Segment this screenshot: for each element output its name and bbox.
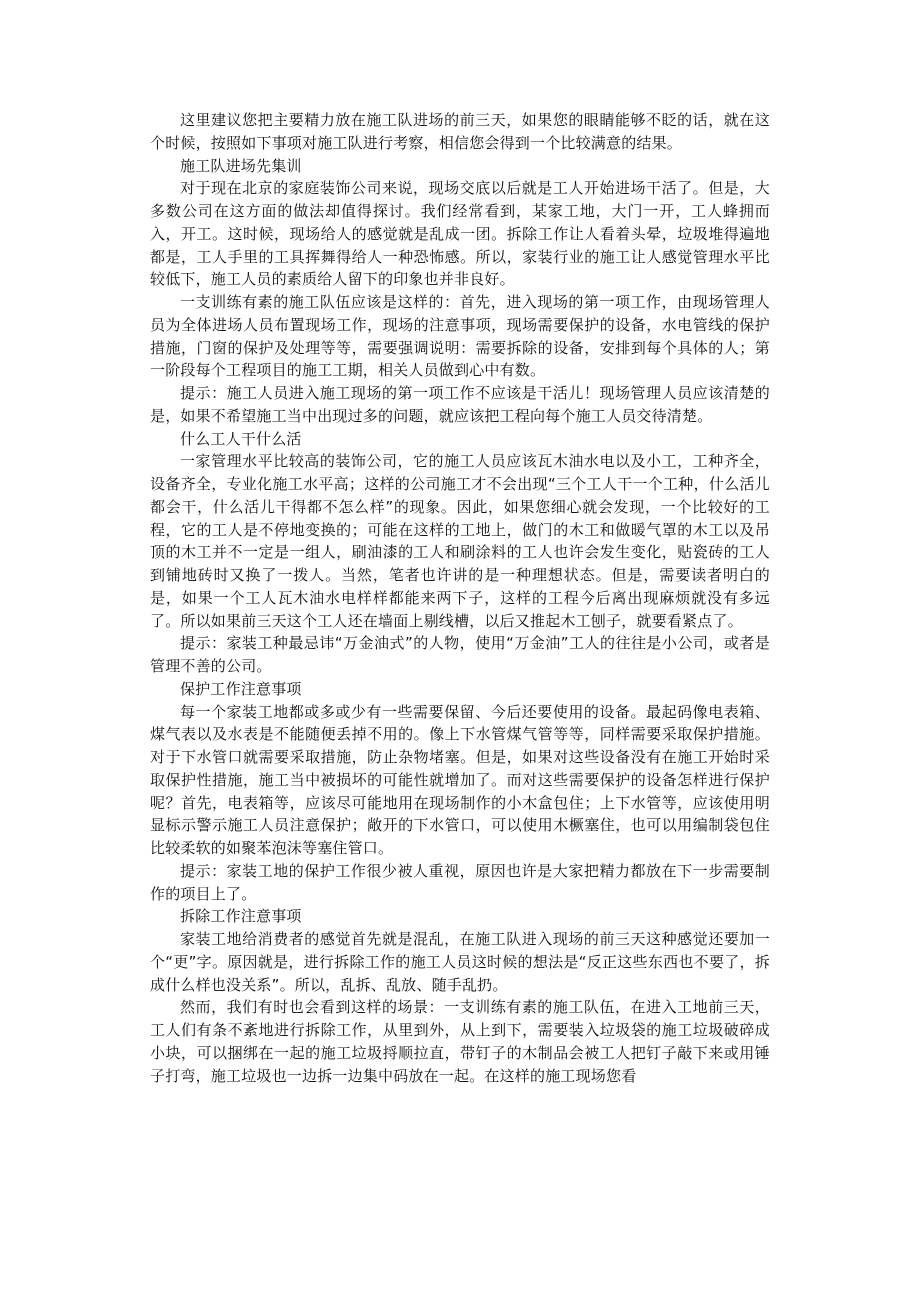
tip-paragraph: 提示：家装工地的保护工作很少被人重视，原因也许是大家把精力都放在下一步需要制作的项目上了。 [150, 861, 770, 903]
section-heading: 什么工人干什么活 [180, 429, 302, 448]
paragraph: 每一个家装工地都或多或少有一些需要保留、今后还要使用的设备。最起码像电表箱、煤气表以及水表是不能随便丢掉不用的。像上下水管煤气管等等，同样需要采取保护措施。对于下水管口就需要采取措施，防止杂物堵塞。但是，如果对这些设备没有在施工开始时采取保护性措施，施工当中被损坏的可能性就增加了。而对这些需要保护的设备怎样进行保护呢？首先，电表箱等，应该尽可能地用在现场制作的小木盒包住；上下水管等，应该使用明显标示警示施工人员注意保护；敞开的下水管口，可以使用木橛塞住，也可以用编制袋包住比较柔软的如聚苯泡沫等塞住管口。 [150, 702, 770, 857]
paragraph: 一支训练有素的施工队伍应该是这样的：首先，进入现场的第一项工作，由现场管理人员为全体进场人员布置现场工作，现场的注意事项，现场需要保护的设备，水电管线的保护措施，门窗的保护及处理等等，需要强调说明：需要拆除的设备，安排到每个具体的人；第一阶段每个工程项目的施工工期，相关人员做到心中有数。 [150, 293, 770, 380]
paragraph: 对于现在北京的家庭装饰公司来说，现场交底以后就是工人开始进场干活了。但是，大多数公司在这方面的做法却值得探讨。我们经常看到，某家工地，大门一开，工人蜂拥而入，开工。这时候，现场给人的感觉就是乱成一团。拆除工作让人看着头晕，垃圾堆得遍地都是，工人手里的工具挥舞得给人一种恐怖感。所以，家装行业的施工让人感觉管理水平比较低下，施工人员的素质给人留下的印象也并非良好。 [150, 179, 770, 289]
tip-paragraph: 提示：施工人员进入施工现场的第一项工作不应该是干活儿！现场管理人员应该清楚的是，如果不希望施工当中出现过多的问题，就应该把工程向每个施工人员交待清楚。 [150, 384, 770, 425]
paragraph: 家装工地给消费者的感觉首先就是混乱，在施工队进入现场的前三天这种感觉还要加一个“更”字。原因就是，进行拆除工作的施工人员这时候的想法是“反正这些东西也不要了，拆成什么样也没关系”。所以，乱拆、乱放、随手乱扔。 [150, 930, 770, 994]
paragraph: 然而，我们有时也会看到这样的场景：一支训练有素的施工队伍，在进入工地前三天，工人们有条不紊地进行拆除工作，从里到外，从上到下，需要装入垃圾袋的施工垃圾破碎成小块，可以捆绑在一起的施工垃圾捋顺拉直，带钉子的木制品会被工人把钉子敲下来或用锤子打弯，施工垃圾也一边拆一边集中码放在一起。在这样的施工现场您看 [150, 998, 770, 1085]
paragraph: 一家管理水平比较高的装饰公司，它的施工人员应该瓦木油水电以及小工，工种齐全，设备齐全，专业化施工水平高；这样的公司施工才不会出现“三个工人干一个工种，什么活儿都会干，什么活儿干得都不怎么样”的现象。因此，如果您细心就会发现，一个比较好的工程，它的工人是不停地变换的；可能在这样的工地上，做门的木工和做暖气罩的木工以及吊顶的木工并不一定是一组人，刷油漆的工人和刷涂料的工人也许会发生变化，贴瓷砖的工人到铺地砖时又换了一拨人。当然，笔者也许讲的是一种理想状态。但是，需要读者明白的是，如果一个工人瓦木油水电样样都能来两下子，这样的工程今后离出现麻烦就没有多远了。所以如果前三天这个工人还在墙面上剔线槽，以后又推起木工刨子，就要看紧点了。 [150, 452, 770, 630]
section-heading: 保护工作注意事项 [180, 679, 302, 698]
document-body [150, 109, 770, 1087]
section-heading: 拆除工作注意事项 [180, 907, 302, 926]
section-heading: 施工队进场先集训 [180, 156, 302, 175]
paragraph: 这里建议您把主要精力放在施工队进场的前三天，如果您的眼睛能够不眨的话，就在这个时候，按照如下事项对施工队进行考察，相信您会得到一个比较满意的结果。 [150, 111, 770, 152]
tip-paragraph: 提示：家装工种最忌讳“万金油式”的人物，使用“万金油”工人的往往是小公司，或者是管理不善的公司。 [150, 634, 770, 675]
